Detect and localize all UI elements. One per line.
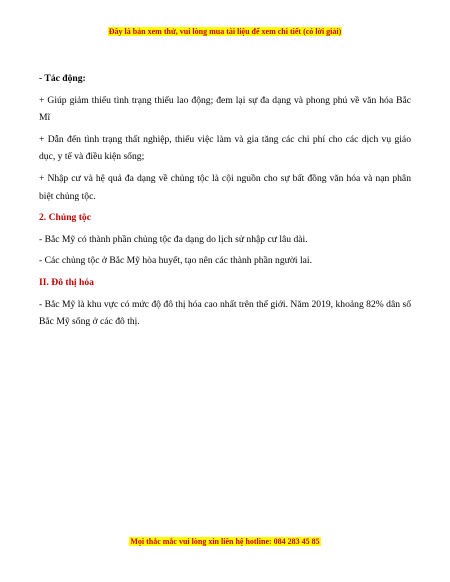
- document-body: [39, 70, 411, 335]
- urbanization-heading: II. Đô thị hóa: [39, 276, 94, 288]
- impact-heading: - Tác động:: [39, 73, 86, 84]
- race-item: - Các chủng tộc ở Bắc Mỹ hòa huyết, tạo nên các thành phần người lai.: [39, 255, 312, 267]
- hotline-text: Mọi thắc mắc vui lòng xin liên hệ hotline: 084 283 45 85: [130, 537, 320, 546]
- preview-notice-banner: [0, 27, 450, 36]
- race-heading: 2. Chủng tộc: [39, 212, 91, 224]
- impact-item: + Nhập cư và hệ quả đa dạng về chủng tộc là cội nguồn cho sự bất đồng văn hóa và nạn phân biệt chủng tộc.: [39, 172, 411, 202]
- preview-notice-text: Đây là bản xem thử, vui lòng mua tài liệu để xem chi tiết (có lời giải): [108, 27, 342, 36]
- impact-item: + Dẫn đến tình trạng thất nghiệp, thiếu việc làm và gia tăng các chi phí cho các dịch vụ giáo dục, y tế và điều kiện sống;: [39, 133, 411, 163]
- race-item: - Bắc Mỹ có thành phần chủng tộc đa dạng do lịch sử nhập cư lâu dài.: [39, 233, 308, 245]
- hotline-banner: [0, 537, 450, 546]
- urbanization-item: - Bắc Mỹ là khu vực có mức độ đô thị hóa cao nhất trên thế giới. Năm 2019, khoảng 82% dân số Bắc Mỹ sống ở các đô thị.: [39, 298, 411, 328]
- impact-item: + Giúp giảm thiểu tình trạng thiếu lao động; đem lại sự đa dạng và phong phú về văn hóa Bắc Mĩ: [39, 94, 411, 124]
